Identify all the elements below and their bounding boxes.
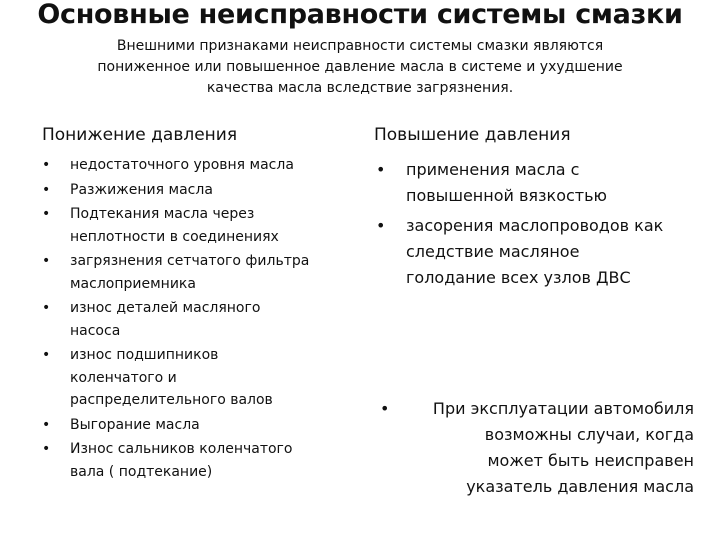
list-item: [42, 179, 309, 202]
left-column-heading: Понижение давления: [42, 125, 238, 145]
subtitle-line: качества масла вследствие загрязнения.: [206, 80, 514, 96]
bullet-icon: •: [42, 181, 51, 198]
bullet-icon: •: [42, 416, 51, 433]
list-item: [42, 203, 309, 248]
list-item-text: повышенной вязкостью: [406, 186, 608, 205]
bullet-icon: •: [42, 300, 51, 316]
list-item-text: голодание всех узлов ДВС: [406, 268, 631, 287]
list-item: [42, 438, 309, 483]
list-item: [376, 213, 663, 291]
bullet-icon: •: [376, 160, 386, 179]
list-item: [42, 154, 309, 177]
list-item-text: износ подшипников: [70, 347, 219, 363]
list-item-text: неплотности в соединениях: [70, 228, 279, 245]
bullet-icon: •: [376, 216, 386, 235]
bullet-icon: •: [42, 206, 51, 222]
slide-title: Основные неисправности системы смазки: [37, 0, 683, 30]
bullet-icon: •: [42, 441, 51, 457]
pressure-gauge-note: [380, 396, 694, 500]
list-item-text: Подтекания масла через: [70, 206, 255, 222]
note-line: может быть неисправен: [487, 451, 694, 470]
list-item-text: следствие масляное: [406, 242, 580, 261]
list-item: [376, 157, 663, 209]
list-item-text: износ деталей масляного: [70, 300, 261, 316]
list-item-text: загрязнения сетчатого фильтра: [70, 253, 310, 269]
note-line: указатель давления масла: [466, 477, 694, 496]
list-item-text: недостаточного уровня масла: [70, 157, 294, 173]
bullet-icon: •: [42, 347, 51, 363]
subtitle-line: пониженное или повышенное давление масла в системе и ухудшение: [97, 59, 623, 75]
list-item-text: маслоприемника: [70, 275, 196, 292]
list-item-text: применения масла с: [406, 160, 580, 179]
list-item-text: Выгорание масла: [70, 416, 200, 433]
bullet-icon: •: [42, 157, 51, 173]
note-line: возможны случаи, когда: [484, 425, 694, 444]
subtitle-line: Внешними признаками неисправности системы смазки являются: [116, 38, 604, 54]
list-item-text: распределительного валов: [70, 392, 273, 408]
right-column-heading: Повышение давления: [374, 125, 571, 145]
list-item: [42, 250, 309, 295]
list-item-text: насоса: [70, 322, 121, 339]
list-item-text: вала ( подтекание): [70, 463, 213, 480]
list-item-text: засорения маслопроводов как: [406, 216, 664, 235]
list-item-text: коленчатого и: [70, 369, 177, 386]
note-line: При эксплуатации автомобиля: [432, 399, 694, 418]
bullet-icon: •: [380, 399, 390, 418]
list-item: [42, 344, 309, 412]
list-item-text: Разжижения масла: [70, 181, 213, 198]
subtitle: [40, 36, 680, 99]
high-pressure-causes-list: [376, 157, 663, 291]
list-item-text: Износ сальников коленчатого: [70, 441, 293, 457]
bullet-icon: •: [42, 253, 51, 269]
low-pressure-causes-list: [42, 154, 309, 483]
list-item: [42, 414, 309, 437]
list-item: [42, 297, 309, 342]
